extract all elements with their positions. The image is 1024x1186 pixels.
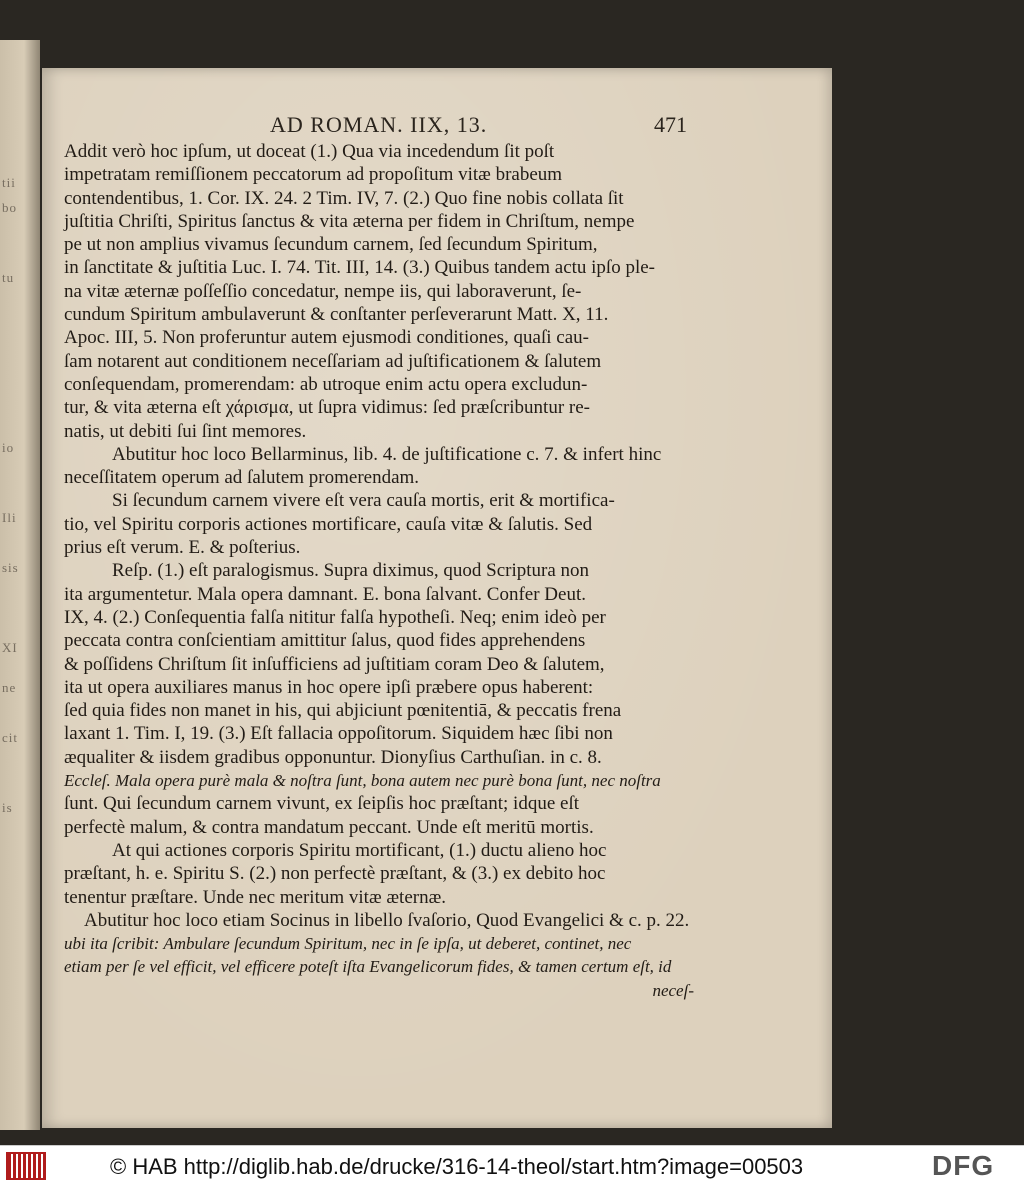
text-line: ita ut opera auxiliares manus in hoc opere ipſi præbere opus haberent: — [64, 676, 594, 698]
catchword: neceſ- — [652, 980, 694, 1000]
text-line: neceſſitatem operum ad ſalutem promerendam. — [64, 467, 420, 489]
text-line: peccata contra conſcientiam amittitur ſalus, quod fides apprehendens — [64, 630, 586, 652]
running-head: AD ROMAN. IIX, 13. — [270, 112, 488, 137]
text-line: tio, vel Spiritu corporis actiones mortificare, cauſa vitæ & ſalutis. Sed — [64, 513, 593, 535]
text-line: Abutitur hoc loco Bellarminus, lib. 4. de juſtificatione c. 7. & infert hinc — [112, 443, 662, 465]
text-line: Eccleſ. Mala opera purè mala & noſtra ſunt, bona autem nec purè bona ſunt, nec noſtra — [64, 771, 661, 791]
text-line: etiam per ſe vel efficit, vel efficere poteſt iſta Evangelicorum fides, & tamen certum eſt, id — [64, 957, 672, 977]
text-line: Abutitur hoc loco etiam Socinus in libello ſvaſorio, Quod Evangelici & c. p. 22. — [84, 909, 690, 931]
text-line: ſed quia fides non manet in his, qui abjiciunt pœnitentiā, & peccatis frena — [64, 700, 622, 722]
text-line: ubi ita ſcribit: Ambulare ſecundum Spiritum, nec in ſe ipſa, ut deberet, continet, nec — [64, 934, 632, 954]
page-number: 471 — [654, 112, 687, 137]
previous-page-edge: tii bo tu io Ili sis XI ne cit is — [0, 40, 40, 1130]
text-line: tenentur præſtare. Unde nec meritum vitæ æternæ. — [64, 886, 447, 908]
text-line: æqualiter & iisdem gradibus opponuntur. Dionyſius Carthuſian. in c. 8. — [64, 746, 602, 768]
text-line: laxant 1. Tim. I, 19. (3.) Eſt fallacia oppoſitorum. Siquidem hæc ſibi non — [64, 723, 613, 745]
text-line: IX, 4. (2.) Conſequentia falſa nititur falſa hypotheſi. Neq; enim ideò per — [64, 606, 606, 628]
copyright-url: © HAB http://diglib.hab.de/drucke/316-14-theol/start.htm?image=00503 — [110, 1154, 804, 1179]
body-text — [64, 140, 694, 1002]
text-line: natis, ut debiti ſui ſint memores. — [64, 420, 307, 442]
text-line: perfectè malum, & contra mandatum peccant. Unde eſt meritū mortis. — [64, 816, 594, 838]
text-line: Si ſecundum carnem vivere eſt vera cauſa mortis, erit & mortifica- — [112, 490, 615, 512]
footer-bar — [0, 1145, 1024, 1186]
text-line: Reſp. (1.) eſt paralogismus. Supra diximus, quod Scriptura non — [112, 560, 590, 582]
text-line: Addit verò hoc ipſum, ut doceat (1.) Qua via incedendum ſit poſt — [64, 141, 555, 162]
text-line: juſtitia Chriſti, Spiritus ſanctus & vita æterna per fidem in Chriſtum, nempe — [64, 210, 635, 232]
text-line: in ſanctitate & juſtitia Luc. I. 74. Tit. III, 14. (3.) Quibus tandem actu ipſo ple- — [64, 257, 656, 279]
text-line: Apoc. III, 5. Non proferuntur autem ejusmodi conditiones, quaſi cau- — [64, 327, 589, 349]
text-line: & poſſidens Chriſtum ſit inſufficiens ad juſtitiam coram Deo & ſalutem, — [64, 653, 605, 675]
text-line: ſunt. Qui ſecundum carnem vivunt, ex ſeipſis hoc præſtant; idque eſt — [64, 793, 580, 815]
hab-logo-icon — [6, 1152, 46, 1180]
dfg-logo: DFG — [932, 1150, 995, 1181]
text-line: ita argumentetur. Mala opera damnant. E. bona ſalvant. Confer Deut. — [64, 583, 586, 605]
text-line: præſtant, h. e. Spiritu S. (2.) non perfectè præſtant, & (3.) ex debito hoc — [64, 863, 606, 885]
text-line: ſam notarent aut conditionem neceſſariam ad juſtificationem & ſalutem — [64, 350, 602, 372]
text-line: na vitæ æternæ poſſeſſio concedatur, nempe iis, qui laboraverunt, ſe- — [64, 280, 582, 302]
text-line: At qui actiones corporis Spiritu mortificant, (1.) ductu alieno hoc — [112, 839, 607, 861]
text-line: impetratam remiſſionem peccatorum ad propoſitum vitæ brabeum — [64, 164, 563, 186]
text-line: prius eſt verum. E. & poſterius. — [64, 537, 301, 559]
text-line: contendentibus, 1. Cor. IX. 24. 2 Tim. IV, 7. (2.) Quo fine nobis collata ſit — [64, 187, 624, 209]
text-line: conſequendam, promerendam: ab utroque enim actu opera excludun- — [64, 373, 588, 395]
text-line: pe ut non amplius vivamus ſecundum carnem, ſed ſecundum Spiritum, — [64, 234, 598, 256]
text-line: tur, & vita æterna eſt χάρισμα, ut ſupra vidimus: ſed præſcribuntur re- — [64, 397, 590, 419]
text-line: cundum Spiritum ambulaverunt & conſtanter perſeverarunt Matt. X, 11. — [64, 304, 609, 326]
